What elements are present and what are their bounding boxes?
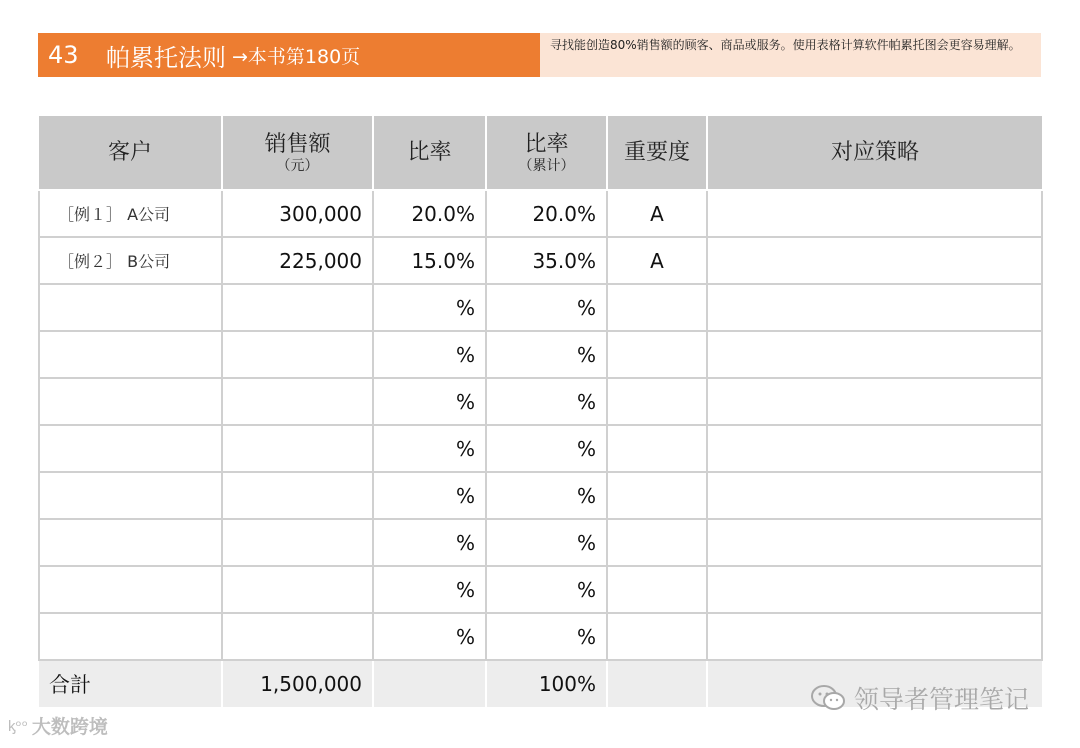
cell-customer: ［例１］ A公司 (39, 190, 222, 237)
cell-ratio: % (373, 378, 486, 425)
cell-sales (222, 566, 373, 613)
cell-customer (39, 472, 222, 519)
total-importance (607, 660, 707, 707)
table-row (39, 331, 1042, 378)
cell-strategy (707, 472, 1042, 519)
cell-cumulative: % (486, 378, 607, 425)
cell-cumulative: 20.0% (486, 190, 607, 237)
cell-cumulative: 35.0% (486, 237, 607, 284)
cell-customer (39, 378, 222, 425)
header-customer: 客户 (39, 116, 222, 190)
cell-importance (607, 378, 707, 425)
cell-sales (222, 378, 373, 425)
cell-ratio: % (373, 425, 486, 472)
total-cumulative: 100% (486, 660, 607, 707)
cell-sales (222, 613, 373, 660)
cell-importance: A (607, 190, 707, 237)
cell-ratio: 15.0% (373, 237, 486, 284)
cell-strategy (707, 425, 1042, 472)
cell-ratio: % (373, 519, 486, 566)
table-row (39, 613, 1042, 660)
cell-ratio: 20.0% (373, 190, 486, 237)
cell-customer (39, 613, 222, 660)
section-title: 帕累托法则 (106, 43, 226, 72)
total-ratio (373, 660, 486, 707)
table-row (39, 284, 1042, 331)
cell-customer (39, 284, 222, 331)
cell-importance (607, 613, 707, 660)
watermark-right-text: 领导者管理笔记 (854, 685, 1030, 714)
watermark-left (8, 712, 108, 739)
cell-importance (607, 331, 707, 378)
cell-importance (607, 519, 707, 566)
cell-strategy (707, 566, 1042, 613)
table-row (39, 472, 1042, 519)
table-header-row (39, 116, 1042, 190)
table-row (39, 190, 1042, 237)
cell-strategy (707, 190, 1042, 237)
table-row (39, 378, 1042, 425)
cell-sales (222, 284, 373, 331)
section-number: 43 (48, 41, 79, 69)
cell-strategy (707, 331, 1042, 378)
section-description: 寻找能创造80%销售额的顾客、商品或服务。使用表格计算软件帕累托图会更容易理解。 (540, 33, 1041, 77)
cell-sales: 300,000 (222, 190, 373, 237)
header-importance: 重要度 (607, 116, 707, 190)
header-title-bar (38, 33, 540, 77)
header-strategy: 对应策略 (707, 116, 1042, 190)
cell-customer (39, 331, 222, 378)
cell-strategy (707, 284, 1042, 331)
cell-importance: A (607, 237, 707, 284)
cell-strategy (707, 613, 1042, 660)
cell-sales (222, 472, 373, 519)
cell-sales (222, 331, 373, 378)
cell-cumulative: % (486, 331, 607, 378)
cell-strategy (707, 378, 1042, 425)
table-row (39, 237, 1042, 284)
header-sales: 销售额 （元） (222, 116, 373, 190)
cell-ratio: % (373, 566, 486, 613)
cell-sales (222, 519, 373, 566)
cell-customer (39, 566, 222, 613)
cell-cumulative: % (486, 472, 607, 519)
cell-cumulative: % (486, 613, 607, 660)
cell-strategy (707, 237, 1042, 284)
cell-importance (607, 425, 707, 472)
cell-ratio: % (373, 284, 486, 331)
table-row (39, 519, 1042, 566)
cell-ratio: % (373, 331, 486, 378)
cell-cumulative: % (486, 425, 607, 472)
cell-strategy (707, 519, 1042, 566)
header-cumulative-ratio: 比率 （累计） (486, 116, 607, 190)
cell-sales (222, 425, 373, 472)
wechat-icon (810, 684, 846, 712)
cell-ratio: % (373, 472, 486, 519)
cell-customer: ［例２］ B公司 (39, 237, 222, 284)
watermark-left-text: 大数跨境 (31, 716, 108, 738)
total-sales: 1,500,000 (222, 660, 373, 707)
cell-importance (607, 472, 707, 519)
watermark-right (810, 680, 1029, 716)
pareto-table (38, 116, 1043, 707)
cell-cumulative: % (486, 284, 607, 331)
cell-cumulative: % (486, 519, 607, 566)
total-label: 合計 (39, 660, 222, 707)
page-header (38, 33, 1041, 77)
cell-customer (39, 425, 222, 472)
cell-ratio: % (373, 613, 486, 660)
cell-importance (607, 284, 707, 331)
cell-cumulative: % (486, 566, 607, 613)
cell-importance (607, 566, 707, 613)
brand-logo-icon: ᶄᵒᵒ (8, 716, 28, 735)
header-ratio: 比率 (373, 116, 486, 190)
table-row (39, 425, 1042, 472)
cell-customer (39, 519, 222, 566)
table-row (39, 566, 1042, 613)
book-page-reference: →本书第180页 (232, 45, 361, 68)
cell-sales: 225,000 (222, 237, 373, 284)
